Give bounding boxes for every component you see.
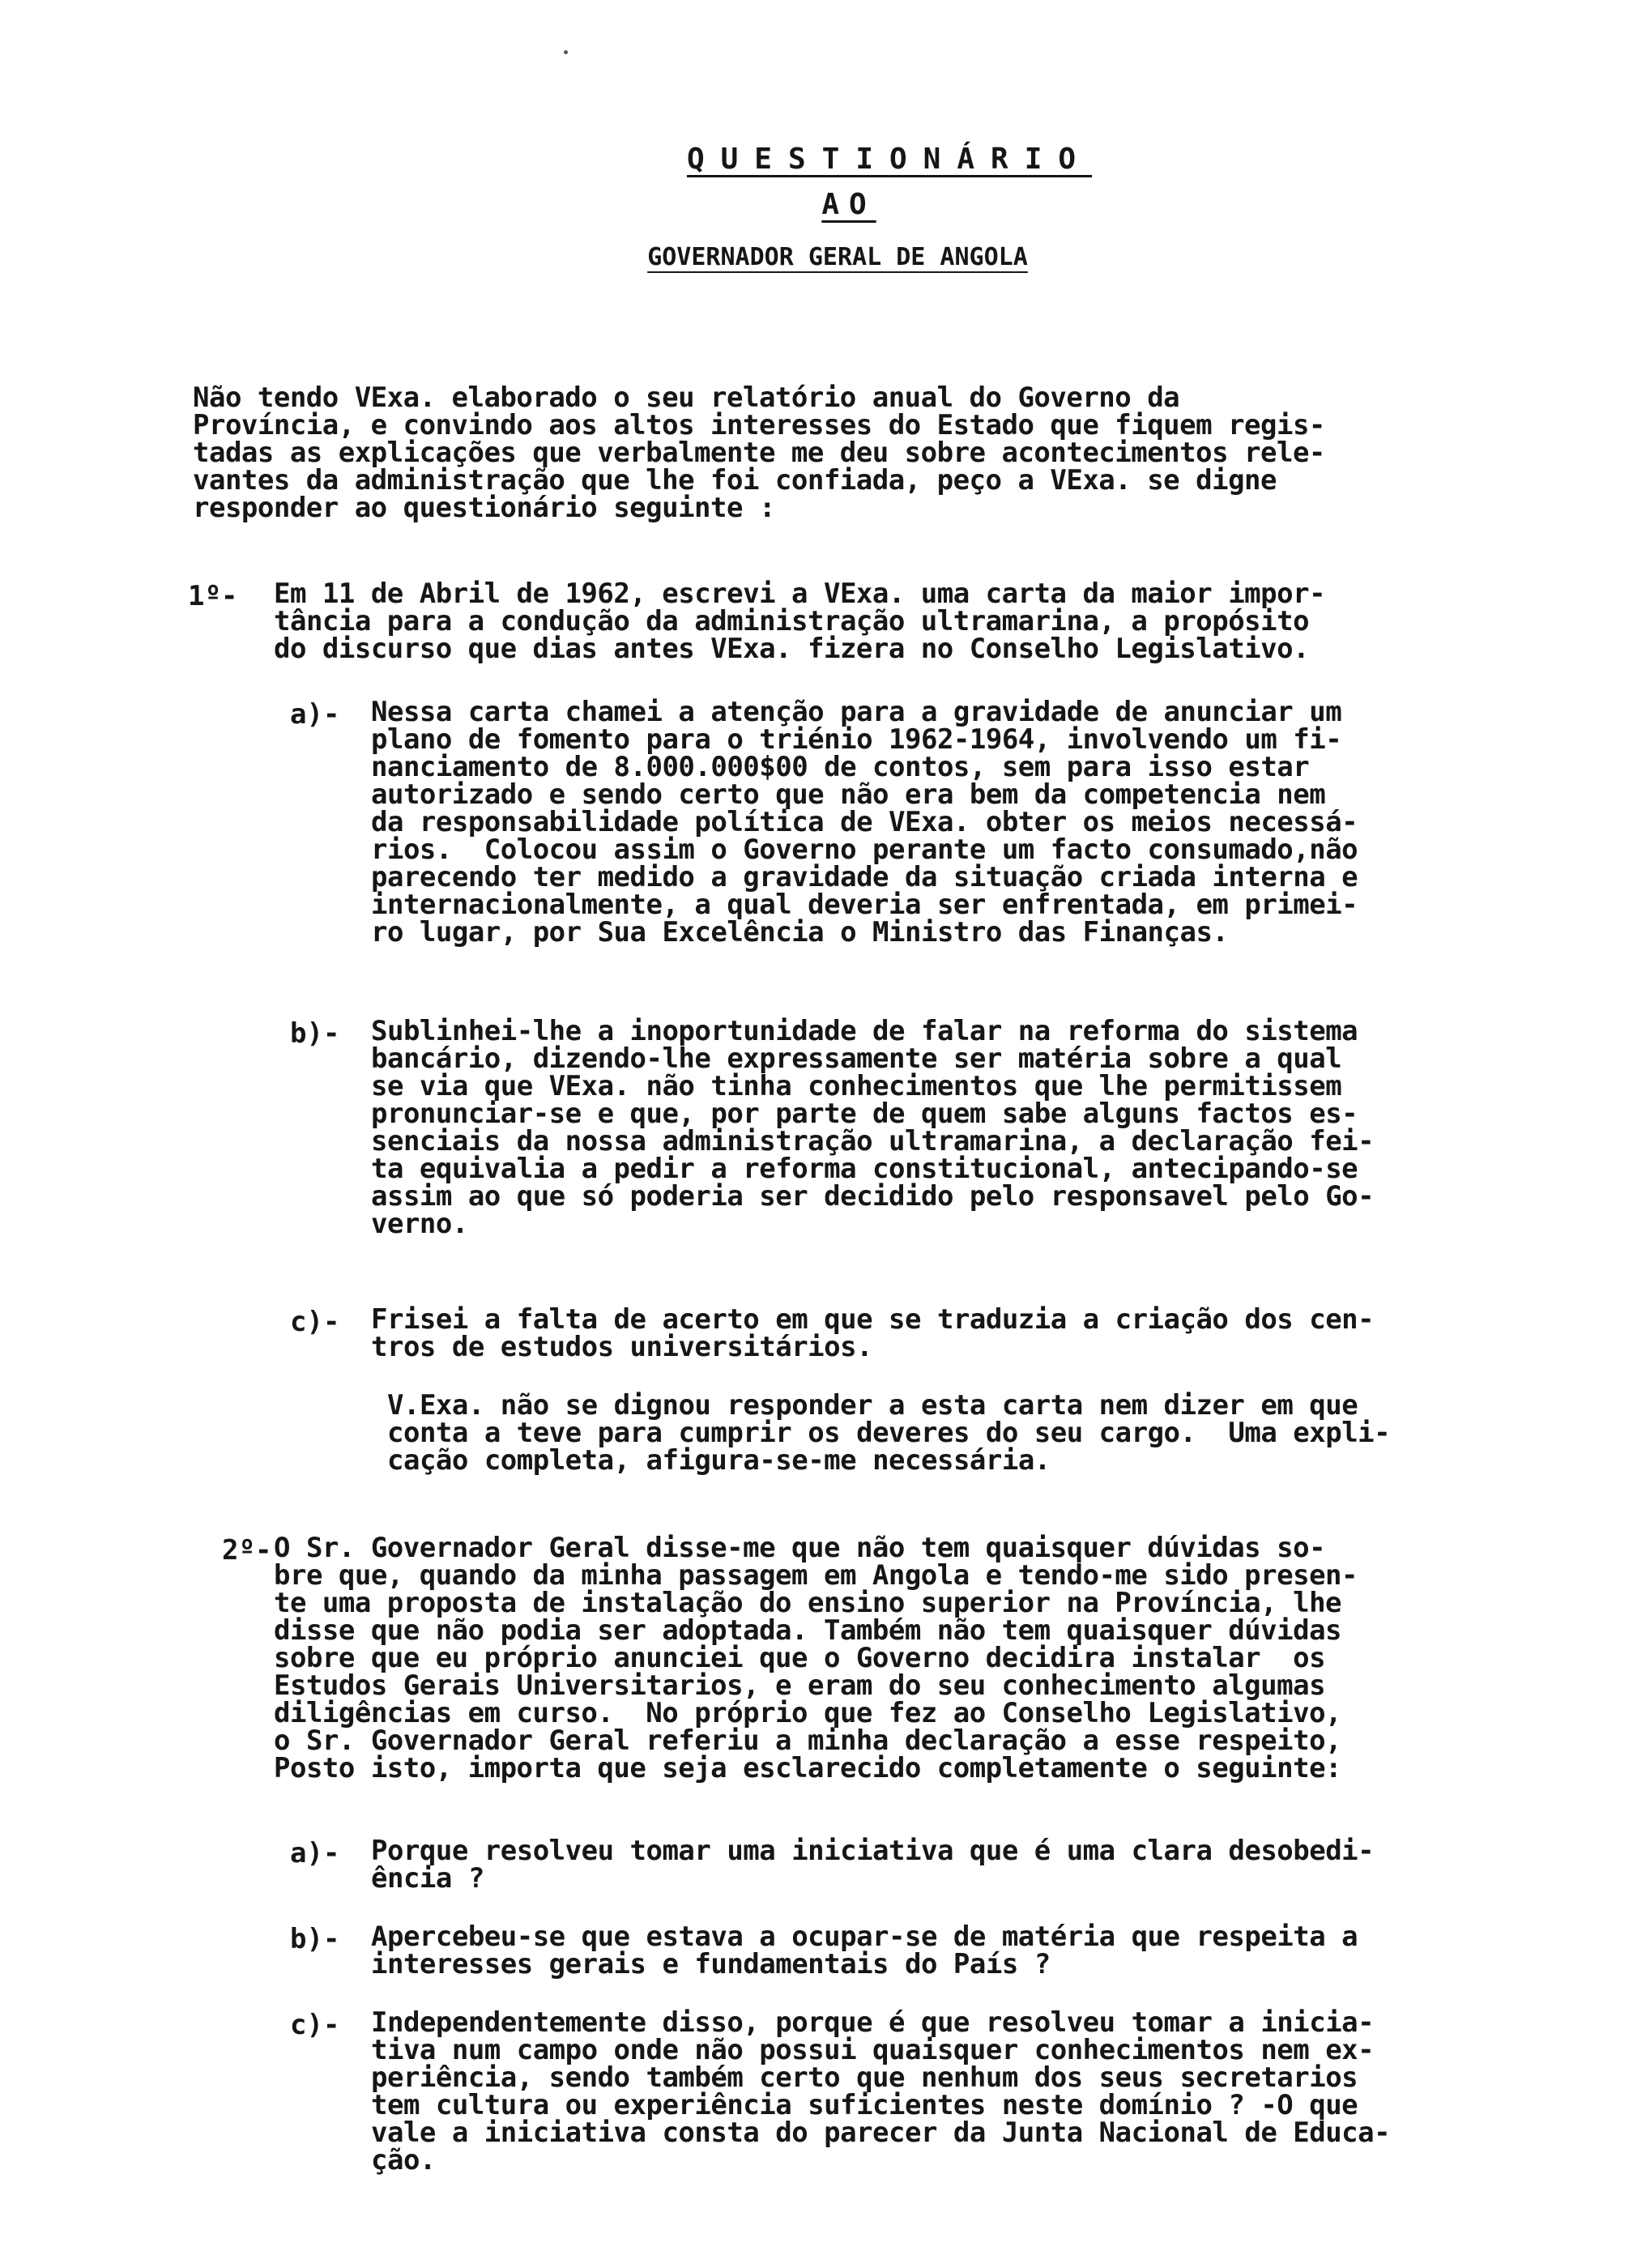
question-1-text: Em 11 de Abril de 1962, escrevi a VExa. uma carta da maior impor- tância para a condução da administração ultramarina, a propósito do discurso que dias antes VExa. fizera no Conselho Legislativo. [274, 578, 1326, 665]
question-2-number: 2º- [222, 1534, 272, 1567]
question-2a-text: Porque resolveu tomar uma iniciativa que é uma clara desobedi- ência ? [371, 1835, 1375, 1895]
question-1a-label: a)- [290, 698, 340, 731]
question-1a-text: Nessa carta chamei a atenção para a gravidade de anunciar um plano de fomento para o triénio 1962-1964, involvendo um fi- nanciamento de 8.000.000$00 de contos, sem para isso estar autorizado e sendo certo que não era bem da competencia nem da responsabilidade política de VExa. obter os meios necessá- rios. Colocou assim o Governo perante um facto consumado,não parecendo ter medido a gravidade da situação criada interna e internacionalmente, a qual deveria ser enfrentada, em primei- ro lugar, por Sua Excelência o Ministro das Finanças. [371, 696, 1358, 949]
question-1b-label: b)- [290, 1017, 340, 1050]
document-recipient: GOVERNADOR GERAL DE ANGOLA [647, 243, 1028, 271]
question-2c-label: c)- [290, 2009, 340, 2041]
question-2b-label: b)- [290, 1923, 340, 1955]
question-2-text: O Sr. Governador Geral disse-me que não tem quaisquer dúvidas so- bre que, quando da minha passagem em Angola e tendo-me sido presen- te uma proposta de instalação do ensino superior na Província, lhe disse que não podia ser adoptada. Também não tem quaisquer dúvidas sobre que eu próprio anunciei que o Governo decidira instalar os Estudos Gerais Universitarios, e eram do seu conhecimento algumas diligências em curso. No próprio que fez ao Conselho Legislativo, o Sr. Governador Geral referiu a minha declaração a esse respeito, Posto isto, importa que seja esclarecido completamente o seguinte: [274, 1532, 1358, 1784]
question-2b-text: Apercebeu-se que estava a ocupar-se de matéria que respeita a interesses gerais e fundamentais do País ? [371, 1921, 1358, 1980]
document-title: QUESTIONÁRIO [686, 143, 1093, 176]
question-1c-label: c)- [290, 1306, 340, 1338]
document-subtitle: AO [821, 188, 876, 221]
question-1-note: V.Exa. não se dignou responder a esta carta nem dizer em que conta a teve para cumprir os deveres do seu cargo. Uma expli- cação completa, afigura-se-me necessária. [387, 1389, 1391, 1477]
question-2a-label: a)- [290, 1837, 340, 1869]
question-2c-text: Independentemente disso, porque é que resolveu tomar a inicia- tiva num campo onde não possui quaisquer conhecimentos nem ex- periência, sendo também certo que nenhum dos seus secretarios tem cultura ou experiência suficientes neste domínio ? -O que vale a iniciativa consta do parecer da Junta Nacional de Educa- ção. [371, 2006, 1391, 2176]
question-1b-text: Sublinhei-lhe a inoportunidade de falar na reforma do sistema bancário, dizendo-lhe expressamente ser matéria sobre a qual se via que VExa. não tinha conhecimentos que lhe permitissem pronunciar-se e que, por parte de quem sabe alguns factos es- senciais da nossa administração ultramarina, a declaração fei- ta equivalia a pedir a reforma constitucional, antecipando-se assim ao que só poderia ser decidido pelo responsavel pelo Go- verno. [371, 1015, 1375, 1240]
question-1-number: 1º- [188, 580, 238, 612]
intro-paragraph: Não tendo VExa. elaborado o seu relatório anual do Governo da Província, e convindo aos altos interesses do Estado que fiquem regis- tadas as explicações que verbalmente me deu sobre acontecimentos rele- vantes da administração que lhe foi confiada, peço a VExa. se digne responder ao questionário seguinte : [193, 382, 1325, 524]
question-1c-text: Frisei a falta de acerto em que se traduzia a criação dos cen- tros de estudos universitários. [371, 1303, 1375, 1363]
ink-speck [564, 50, 568, 54]
